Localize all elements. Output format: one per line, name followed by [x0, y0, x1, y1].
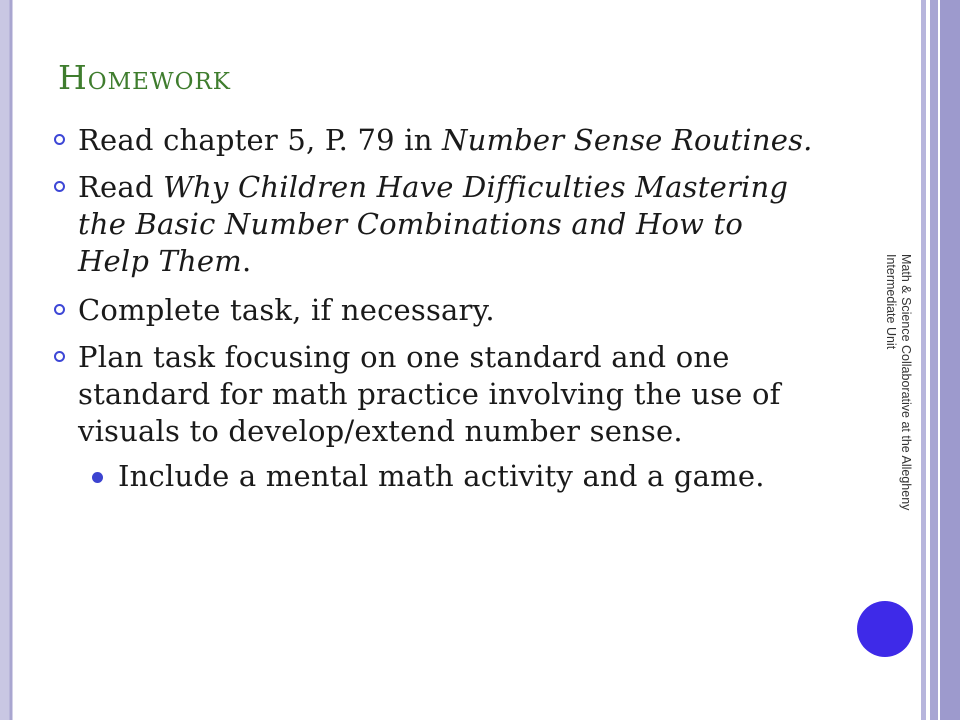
bullet-4-text: Plan task focusing on one standard and one standard for math practice involving the use of visuals to develop/extend number sense.: [78, 340, 781, 448]
sub-bullet-item-1: [54, 458, 814, 495]
slide-title: Homework: [58, 58, 231, 97]
sub-bullet-1-text: Include a mental math activity and a game.: [118, 459, 765, 493]
dot-bullet-icon: [92, 472, 103, 483]
bullet-list: [54, 122, 814, 495]
ring-bullet-icon: [54, 351, 65, 362]
bullet-item-2: [54, 169, 814, 280]
side-note-text: Math & Science Collaborative at the Allegheny Intermediate Unit: [884, 254, 913, 511]
bullet-3-text: Complete task, if necessary.: [78, 293, 495, 327]
bullet-item-3: [54, 292, 814, 329]
bullet-item-4: [54, 339, 814, 450]
bullet-1-book-title: Number Sense Routines.: [442, 123, 813, 157]
ring-bullet-icon: [54, 181, 65, 192]
side-note: [877, 254, 913, 514]
bullet-1-text: Read chapter 5, P. 79 in: [78, 123, 442, 157]
ring-bullet-icon: [54, 134, 65, 145]
bullet-2-article-title: Why Children Have Difficulties Mastering the Basic Number Combinations and How to Help Them: [78, 170, 789, 278]
bullet-2-text: Read: [78, 170, 164, 204]
ring-bullet-icon: [54, 304, 65, 315]
decorative-circle: [857, 601, 913, 657]
bullet-2-period: .: [242, 244, 252, 278]
bullet-item-1: [54, 122, 814, 159]
left-border-frame: [0, 0, 15, 720]
right-border-stripes: [918, 0, 960, 720]
